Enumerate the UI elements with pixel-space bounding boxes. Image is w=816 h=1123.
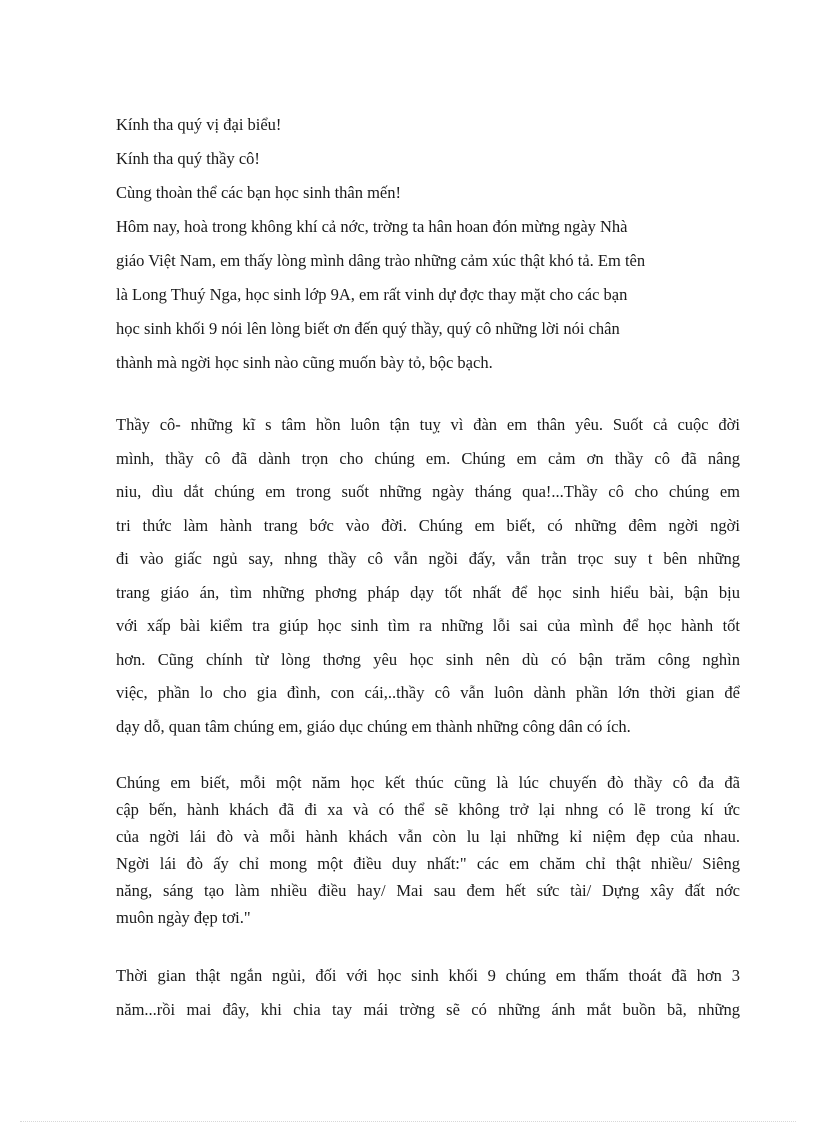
paragraph-line: của ngời lái đò và mỗi hành khách vẫn còn lu lại những kỉ niệm đẹp của nhau. xyxy=(116,827,740,846)
paragraph-line: với xấp bài kiểm tra giúp học sinh tìm ra những lỗi sai của mình để học hành tốt xyxy=(116,616,740,635)
paragraph-line: Hôm nay, hoà trong không khí cả nớc, trờng ta hân hoan đón mừng ngày Nhà xyxy=(116,217,628,236)
paragraph-line: giáo Việt Nam, em thấy lòng mình dâng trào những cảm xúc thật khó tả. Em tên xyxy=(116,251,646,270)
paragraph-line: Chúng em biết, mỗi một năm học kết thúc cũng là lúc chuyến đò thầy cô đa đã xyxy=(116,773,740,792)
paragraph-line: mình, thầy cô đã dành trọn cho chúng em. Chúng em cảm ơn thầy cô đã nâng xyxy=(116,448,740,468)
paragraph-line: đi vào giấc ngủ say, nhng thầy cô vẫn ngồi đấy, vẫn trằn trọc suy t bên những xyxy=(116,549,740,568)
document-page xyxy=(116,108,740,1027)
paragraph-line: năng, sáng tạo làm nhiều điều hay/ Mai sau đem hết sức tài/ Dựng xây đất nớc xyxy=(116,881,740,900)
paragraph-line: năm...rồi mai đây, khi chia tay mái trờng sẽ có những ánh mắt buồn bã, những xyxy=(116,1000,740,1019)
page-bottom-divider xyxy=(20,1121,796,1122)
paragraph-line: niu, dìu dắt chúng em trong suốt những ngày tháng qua!...Thầy cô cho chúng em xyxy=(116,482,740,501)
paragraph-line: Ngời lái đò ấy chỉ mong một điều duy nhất:" các em chăm chỉ thật nhiều/ Siêng xyxy=(116,854,740,873)
opening-section xyxy=(116,108,740,380)
paragraph-line: muôn ngày đẹp tơi." xyxy=(116,908,251,927)
paragraph-line: là Long Thuý Nga, học sinh lớp 9A, em rất vinh dự đợc thay mặt cho các bạn xyxy=(116,285,628,304)
paragraph-line: Thầy cô- những kĩ s tâm hồn luôn tận tuỵ vì đàn em thân yêu. Suốt cả cuộc đời xyxy=(116,415,740,434)
paragraph-line: hơn. Cũng chính từ lòng thơng yêu học sinh nên dù có bận trăm công nghìn xyxy=(116,649,740,669)
paragraph-time xyxy=(116,959,740,1027)
paragraph-line: thành mà ngời học sinh nào cũng muốn bày tỏ, bộc bạch. xyxy=(116,353,493,372)
paragraph-ferry xyxy=(116,769,740,931)
greeting-line: Cùng thoàn thể các bạn học sinh thân mến! xyxy=(116,183,402,202)
paragraph-line: học sinh khối 9 nói lên lòng biết ơn đến quý thầy, quý cô những lời nói chân xyxy=(116,319,620,338)
paragraph-teachers xyxy=(116,408,740,743)
greeting-line: Kính tha quý thầy cô! xyxy=(116,149,260,168)
paragraph-line: trang giáo án, tìm những phơng pháp dạy tốt nhất để học sinh hiểu bài, bận bịu xyxy=(116,582,740,602)
paragraph-line: tri thức làm hành trang bớc vào đời. Chúng em biết, có những đêm ngời ngời xyxy=(116,515,740,535)
greeting-line: Kính tha quý vị đại biểu! xyxy=(116,115,282,134)
paragraph-line: dạy dỗ, quan tâm chúng em, giáo dục chúng em thành những công dân có ích. xyxy=(116,716,631,736)
paragraph-line: việc, phần lo cho gia đình, con cái,..thầy cô vẫn luôn dành phần lớn thời gian để xyxy=(116,683,740,702)
paragraph-line: cập bến, hành khách đã đi xa và có thể sẽ không trở lại nhng có lẽ trong kí ức xyxy=(116,800,740,819)
paragraph-line: Thời gian thật ngắn ngủi, đối với học sinh khối 9 chúng em thấm thoát đã hơn 3 xyxy=(116,966,740,985)
